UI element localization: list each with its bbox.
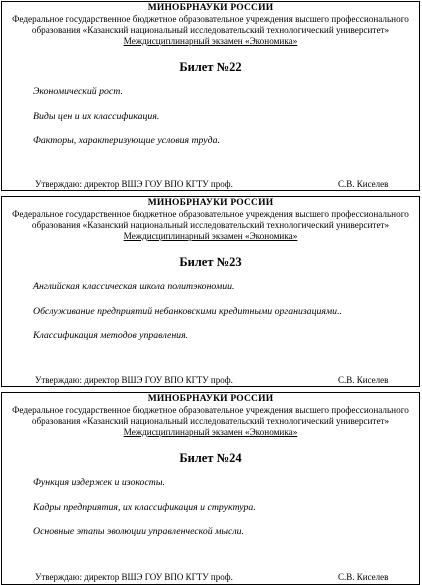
signatory-name: С.В. Киселев: [338, 179, 389, 189]
signatory-name: С.В. Киселев: [338, 375, 389, 385]
exam-ticket-22: [1, 1, 420, 191]
institution-name: [4, 405, 417, 427]
question-item: Основные этапы эволюции управленческой мысли.: [33, 526, 244, 537]
question-item: Факторы, характеризующие условия труда.: [33, 135, 220, 146]
question-item: Экономический рост.: [33, 86, 123, 97]
question-item: Виды цен и их классификация.: [33, 110, 160, 122]
institution-line-1: Федеральное государственное бюджетное образовательное учреждения высшего профессионального: [12, 405, 409, 415]
exam-title: [2, 36, 419, 47]
question-item: Функция издержек и изокосты.: [33, 477, 165, 488]
exam-ticket-23: [1, 196, 420, 387]
question-list: [33, 477, 411, 551]
question-list: [33, 86, 411, 160]
ticket-number: Билет №22: [179, 60, 242, 74]
exam-title-text: Междисциплинарный экзамен «Экономика»: [123, 231, 298, 241]
institution-line-1: Федеральное государственное бюджетное образовательное учреждения высшего профессионального: [12, 14, 409, 24]
question-item: Обслуживание предприятий небанковскими кредитными организациями..: [33, 305, 342, 317]
exam-title: [2, 427, 419, 438]
institution-line-1: Федеральное государственное бюджетное образовательное учреждения высшего профессионального: [12, 209, 409, 219]
institution-name: [4, 209, 417, 231]
approval-line: Утверждаю: директор ВШЭ ГОУ ВПО КГТУ проф.: [35, 572, 233, 582]
exam-title-text: Междисциплинарный экзамен «Экономика»: [123, 36, 298, 46]
question-list: [33, 281, 411, 355]
ticket-number: Билет №24: [179, 451, 242, 465]
ministry-heading: МИНОБРНАУКИ РОССИИ: [147, 198, 274, 208]
institution-line-2: образования «Казанский национальный исследовательский технологический университет»: [31, 25, 390, 35]
institution-line-2: образования «Казанский национальный исследовательский технологический университет»: [31, 220, 390, 230]
exam-title: [2, 231, 419, 242]
ministry-heading: МИНОБРНАУКИ РОССИИ: [147, 394, 274, 404]
institution-name: [4, 14, 417, 36]
institution-line-2: образования «Казанский национальный исследовательский технологический университет»: [31, 416, 390, 426]
approval-line: Утверждаю: директор ВШЭ ГОУ ВПО КГТУ проф.: [35, 179, 233, 189]
signatory-name: С.В. Киселев: [338, 572, 389, 582]
exam-title-text: Междисциплинарный экзамен «Экономика»: [123, 427, 298, 437]
question-item: Английская классическая школа политэкономии.: [33, 281, 235, 292]
question-item: Кадры предприятия, их классификация и структура.: [33, 501, 256, 513]
approval-line: Утверждаю: директор ВШЭ ГОУ ВПО КГТУ проф.: [35, 375, 233, 385]
ticket-number: Билет №23: [179, 255, 242, 269]
ministry-heading: МИНОБРНАУКИ РОССИИ: [147, 3, 274, 13]
question-item: Классификация методов управления.: [33, 330, 189, 341]
exam-ticket-24: [1, 392, 420, 585]
